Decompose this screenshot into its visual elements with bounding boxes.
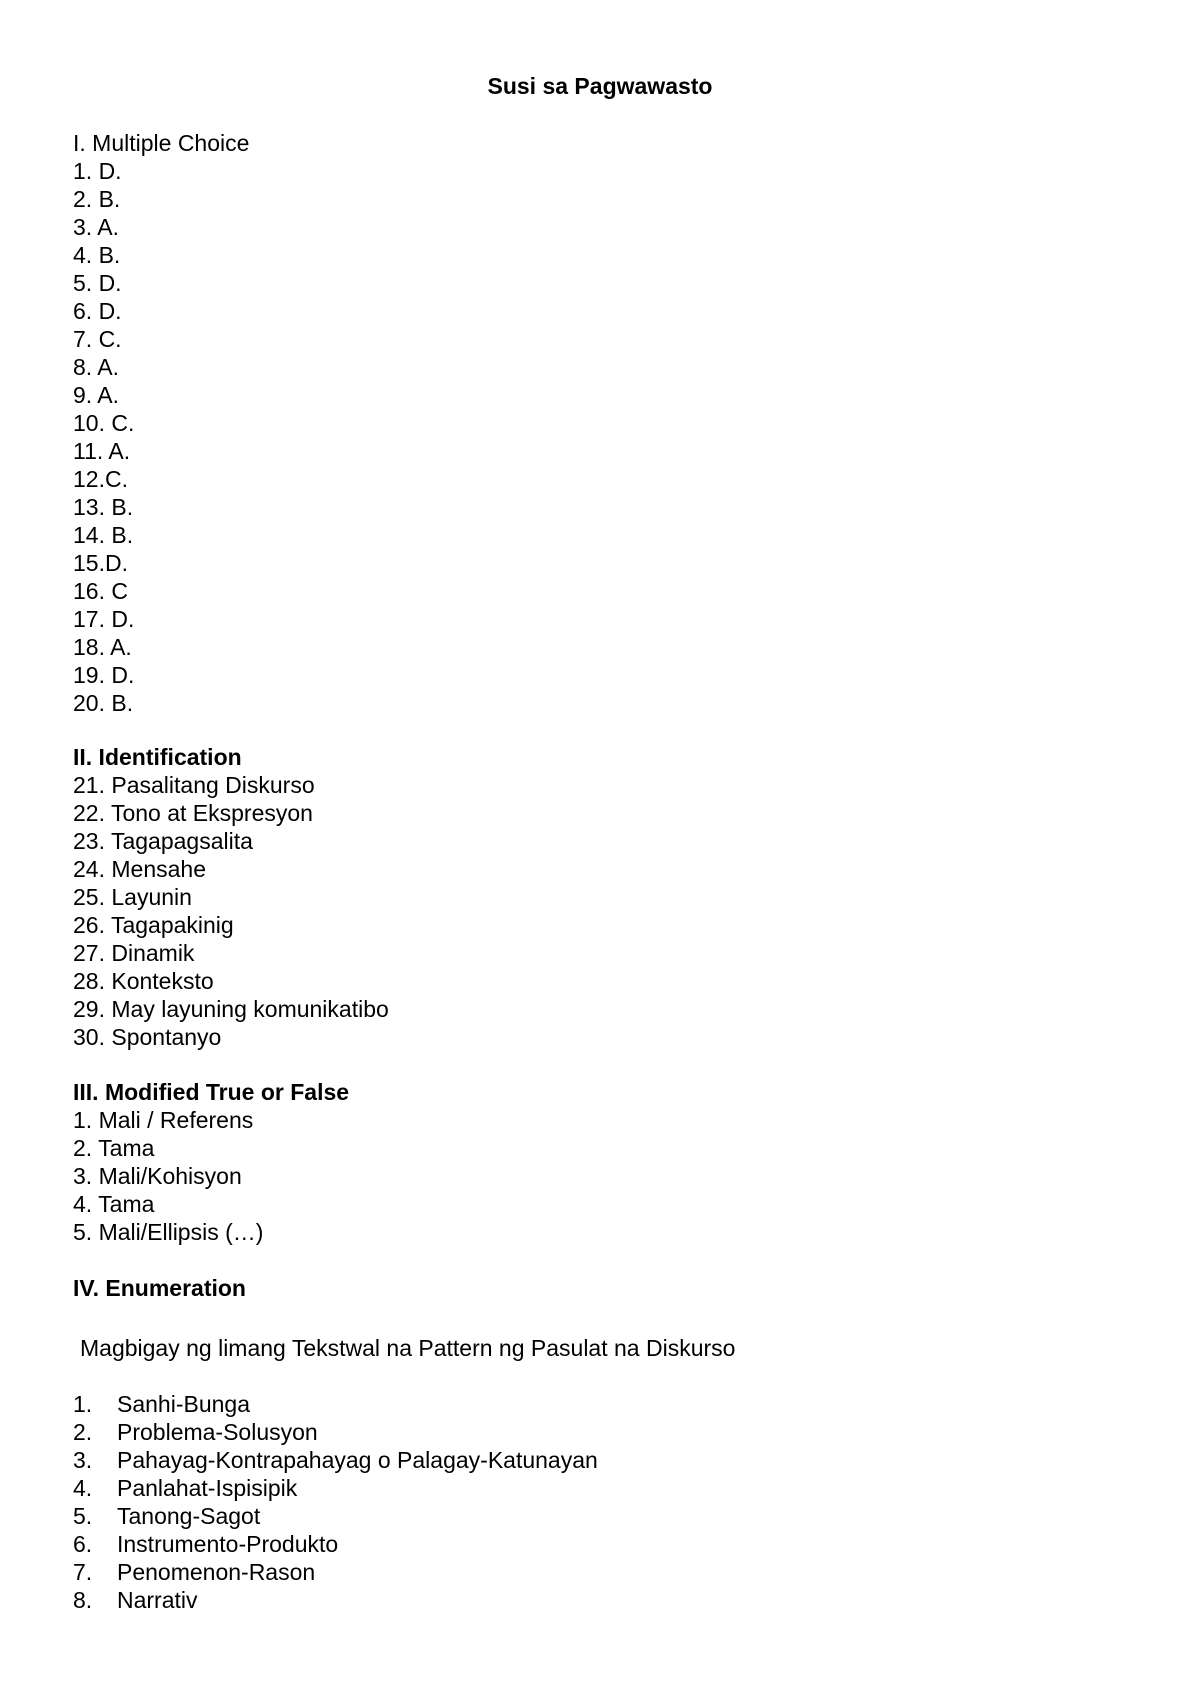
list-item: 5. Mali/Ellipsis (…) bbox=[73, 1219, 264, 1245]
section-heading: III. Modified True or False bbox=[73, 1079, 350, 1105]
section-enumeration bbox=[73, 1274, 246, 1302]
list-item: 23. Tagapagsalita bbox=[73, 828, 253, 854]
list-item: 1. Mali / Referens bbox=[73, 1107, 254, 1133]
list-item: 12.C. bbox=[73, 466, 128, 492]
list-item: 15.D. bbox=[73, 550, 128, 576]
enumeration-list bbox=[73, 1390, 598, 1614]
list-item-text: Pahayag-Kontrapahayag o Palagay-Katunayan bbox=[117, 1447, 598, 1473]
list-item-number: 4. bbox=[73, 1475, 93, 1501]
section-heading: IV. Enumeration bbox=[73, 1275, 246, 1301]
list-item: 3. A. bbox=[73, 214, 120, 240]
list-item: 30. Spontanyo bbox=[73, 1024, 222, 1050]
list-item bbox=[73, 1418, 598, 1446]
list-item: 16. C bbox=[73, 578, 128, 604]
list-item: 11. A. bbox=[73, 438, 131, 464]
section-multiple-choice bbox=[73, 129, 249, 717]
list-item-text: Narrativ bbox=[117, 1587, 198, 1613]
list-item: 26. Tagapakinig bbox=[73, 912, 234, 938]
section-heading: I. Multiple Choice bbox=[73, 130, 250, 156]
list-item: 9. A. bbox=[73, 382, 120, 408]
list-item-text: Problema-Solusyon bbox=[117, 1419, 318, 1445]
list-item: 1. D. bbox=[73, 158, 122, 184]
list-item bbox=[73, 1474, 598, 1502]
list-item: 2. Tama bbox=[73, 1135, 155, 1161]
list-item bbox=[73, 1530, 598, 1558]
list-item: 5. D. bbox=[73, 270, 122, 296]
list-item-number: 6. bbox=[73, 1531, 93, 1557]
list-item: 22. Tono at Ekspresyon bbox=[73, 800, 313, 826]
list-item-text: Sanhi-Bunga bbox=[117, 1391, 250, 1417]
list-item-number: 8. bbox=[73, 1587, 93, 1613]
list-item: 19. D. bbox=[73, 662, 135, 688]
list-item bbox=[73, 1446, 598, 1474]
list-item-number: 1. bbox=[73, 1391, 93, 1417]
list-item-text: Panlahat-Ispisipik bbox=[117, 1475, 298, 1501]
list-item: 4. B. bbox=[73, 242, 121, 268]
list-item-number: 7. bbox=[73, 1559, 93, 1585]
list-item bbox=[73, 1586, 598, 1614]
list-item: 24. Mensahe bbox=[73, 856, 206, 882]
list-item-number: 3. bbox=[73, 1447, 93, 1473]
list-item bbox=[73, 1502, 598, 1530]
list-item: 29. May layuning komunikatibo bbox=[73, 996, 389, 1022]
list-item: 18. A. bbox=[73, 634, 132, 660]
list-item: 4. Tama bbox=[73, 1191, 155, 1217]
list-item-text: Penomenon-Rason bbox=[117, 1559, 316, 1585]
list-item: 3. Mali/Kohisyon bbox=[73, 1163, 242, 1189]
page-title: Susi sa Pagwawasto bbox=[487, 73, 713, 99]
section-modified-true-false bbox=[73, 1078, 349, 1246]
list-item-number: 5. bbox=[73, 1503, 93, 1529]
list-item: 10. C. bbox=[73, 410, 135, 436]
list-item: 25. Layunin bbox=[73, 884, 192, 910]
list-item: 2. B. bbox=[73, 186, 121, 212]
list-item: 17. D. bbox=[73, 606, 135, 632]
list-item: 13. B. bbox=[73, 494, 134, 520]
list-item: 7. C. bbox=[73, 326, 122, 352]
list-item: 20. B. bbox=[73, 690, 134, 716]
list-item-number: 2. bbox=[73, 1419, 93, 1445]
list-item: 27. Dinamik bbox=[73, 940, 195, 966]
list-item: 28. Konteksto bbox=[73, 968, 214, 994]
section-heading: II. Identification bbox=[73, 744, 242, 770]
list-item bbox=[73, 1558, 598, 1586]
list-item: 6. D. bbox=[73, 298, 122, 324]
list-item: 21. Pasalitang Diskurso bbox=[73, 772, 315, 798]
list-item-text: Tanong-Sagot bbox=[117, 1503, 261, 1529]
section-identification bbox=[73, 743, 389, 1051]
enumeration-instruction: Magbigay ng limang Tekstwal na Pattern ng Pasulat na Diskurso bbox=[80, 1335, 736, 1361]
list-item-text: Instrumento-Produkto bbox=[117, 1531, 339, 1557]
list-item bbox=[73, 1390, 598, 1418]
list-item: 8. A. bbox=[73, 354, 120, 380]
list-item: 14. B. bbox=[73, 522, 134, 548]
